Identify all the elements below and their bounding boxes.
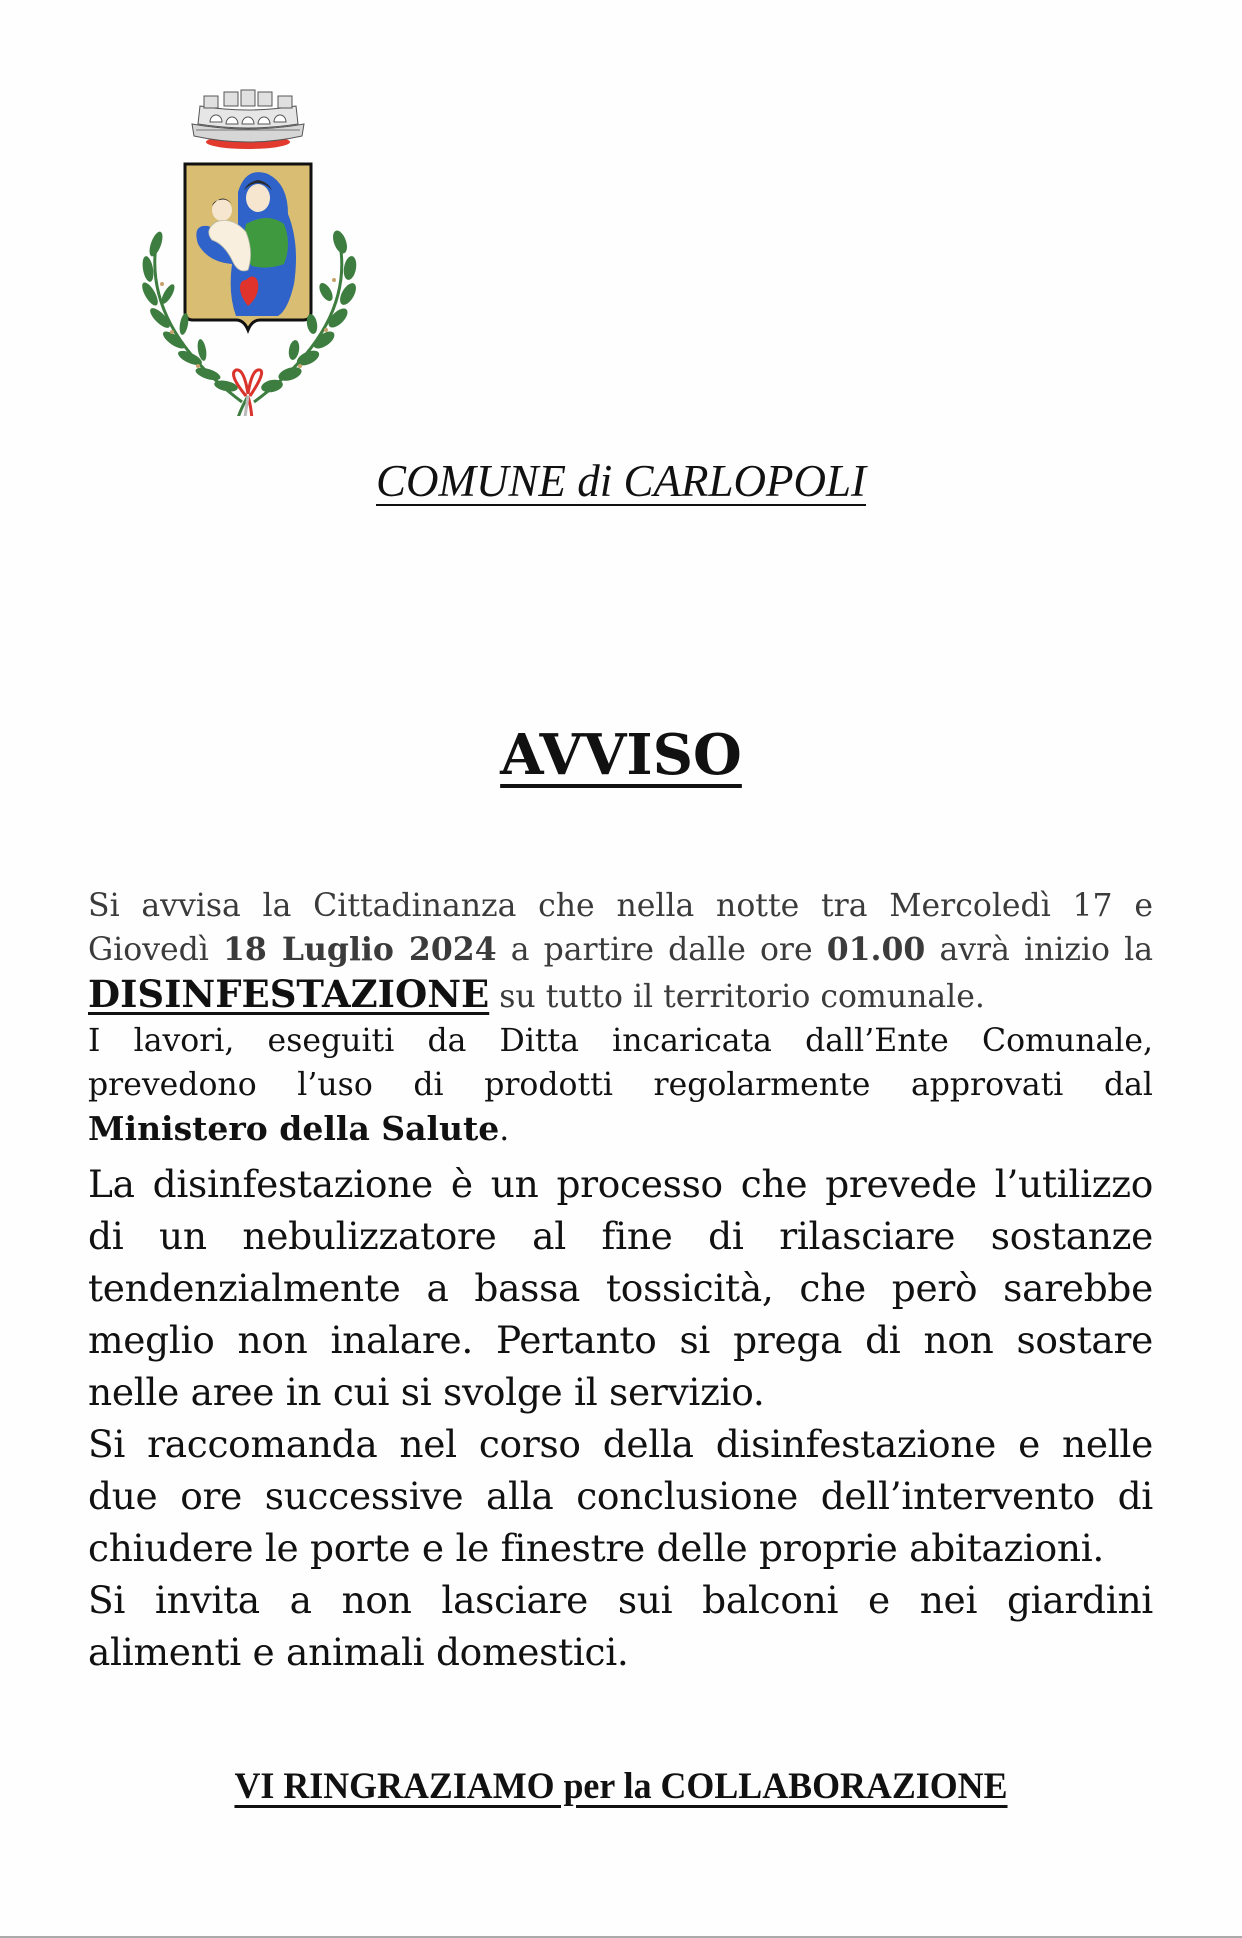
- paragraph-invitation: Si invita a non lasciare sui balconi e nei giardini alimenti e animali domestici.: [88, 1578, 1153, 1674]
- thanks-footer: [19, 1765, 1224, 1808]
- tricolour-ribbon-icon: [234, 370, 262, 416]
- notice-title-text: AVVISO: [500, 722, 742, 788]
- mural-crown-icon: [192, 90, 304, 149]
- announcement-date: 18 Luglio 2024: [222, 931, 497, 968]
- products-text: I lavori, eseguiti da Ditta incaricata dall’Ente Comunale, prevedono l’uso di prodotti regolarmente approvati dal: [88, 1023, 1153, 1103]
- paragraph-announcement: [88, 884, 1153, 1019]
- municipality-heading: [0, 455, 1242, 507]
- notice-title: [0, 722, 1242, 788]
- municipality-name: COMUNE di CARLOPOLI: [375, 456, 866, 506]
- products-text: .: [499, 1112, 510, 1148]
- thanks-text: VI RINGRAZIAMO per la COLLABORAZIONE: [234, 1766, 1008, 1807]
- announcement-text: a partire dalle ore: [496, 932, 827, 968]
- coat-of-arms-emblem: [128, 84, 368, 416]
- announcement-text: Si avvisa la Cittadinanza che nella notte tra Mercoledì 17 e Giovedì: [88, 888, 1153, 968]
- paragraph-products: [88, 1019, 1153, 1152]
- paragraph-process: La disinfestazione è un processo che prevede l’utilizzo di un nebulizzatore al fine di rilasciare sostanze tendenzialmente a bassa tossicità, che però sarebbe meglio non inalare. Pertanto si prega di non sostare nelle aree in cui si svolge il servizio.: [88, 1162, 1153, 1414]
- disinfestation-highlight: DISINFESTAZIONE: [88, 972, 490, 1016]
- shield-icon: [185, 164, 311, 330]
- paragraph-recommendation: Si raccomanda nel corso della disinfestazione e nelle due ore successive alla conclusione dell’intervento di chiudere le porte e le finestre delle proprie abitazioni.: [88, 1422, 1153, 1570]
- ministry-name: Ministero della Salute: [88, 1109, 500, 1148]
- notice-body: [88, 884, 1153, 1678]
- announcement-time: 01.00: [826, 931, 926, 968]
- announcement-text: avrà inizio la: [925, 932, 1153, 968]
- announcement-text: su tutto il territorio comunale.: [489, 979, 985, 1015]
